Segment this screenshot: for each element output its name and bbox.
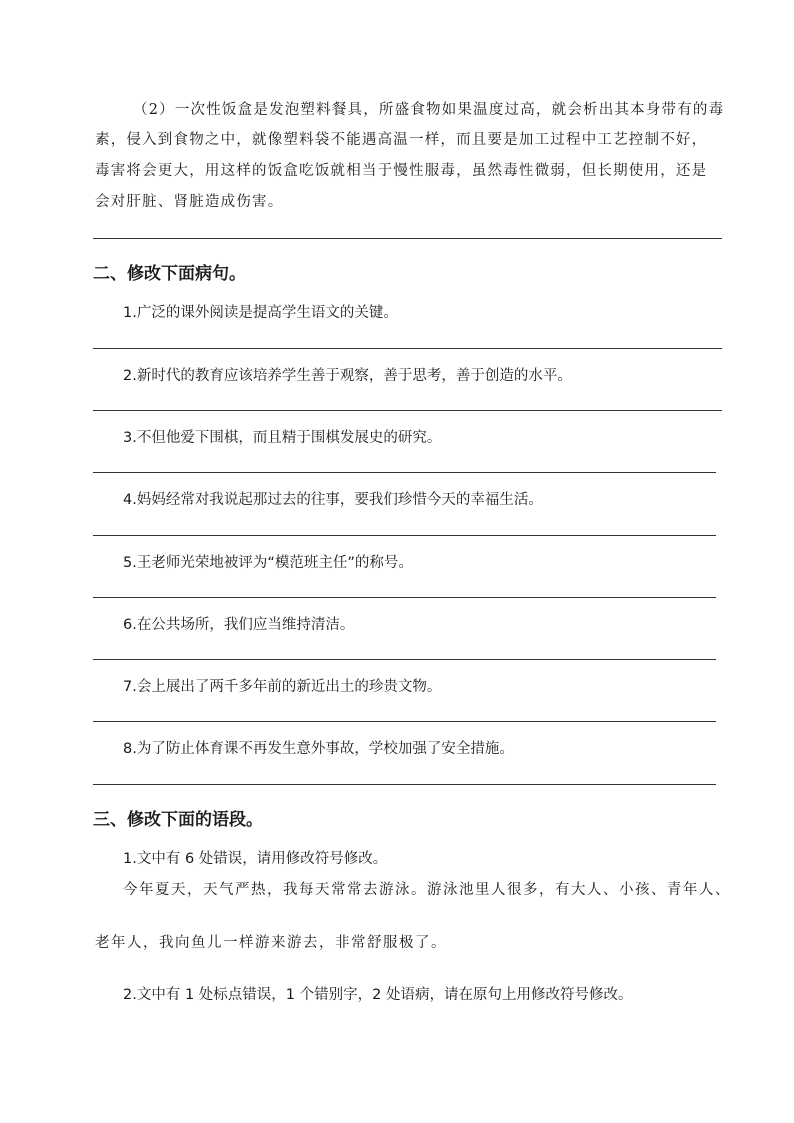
- divider-line: [93, 238, 722, 239]
- question-2: 2.文中有 1 处标点错误，1 个错别字，2 处语病，请在原句上用修改符号修改。: [123, 987, 633, 1003]
- sentence-item-6: 6.在公共场所，我们应当维持清洁。: [123, 617, 355, 633]
- sentence-item-7: 7.会上展出了两千多年前的新近出土的珍贵文物。: [123, 679, 442, 695]
- answer-line-4[interactable]: [93, 535, 716, 536]
- sentence-item-5: 5.王老师光荣地被评为“模范班主任”的称号。: [123, 555, 413, 571]
- section-3-heading: 三、修改下面的语段。: [93, 810, 263, 830]
- answer-line-6[interactable]: [93, 659, 716, 660]
- intro-line-3: 毒害将会更大，用这样的饭盒吃饭就相当于慢性服毒，虽然毒性微弱，但长期使用，还是: [95, 163, 708, 179]
- sentence-item-3: 3.不但他爱下围棋，而且精于围棋发展史的研究。: [123, 430, 442, 446]
- section-2-heading: 二、修改下面病句。: [93, 264, 246, 284]
- passage-line-1: 今年夏天，天气严热，我每天常常去游泳。游泳池里人很多，有大人、小孩、青年人、: [123, 882, 731, 898]
- answer-line-3[interactable]: [93, 472, 716, 473]
- intro-line-1: （2）一次性饭盒是发泡塑料餐具，所盛食物如果温度过高，就会析出其本身带有的毒: [133, 102, 725, 118]
- answer-line-7[interactable]: [93, 721, 716, 722]
- sentence-item-1: 1.广泛的课外阅读是提高学生语文的关键。: [123, 305, 398, 321]
- answer-line-8[interactable]: [93, 784, 716, 785]
- answer-line-1[interactable]: [93, 348, 722, 349]
- answer-line-5[interactable]: [93, 597, 716, 598]
- answer-line-2[interactable]: [93, 410, 722, 411]
- sentence-item-4: 4.妈妈经常对我说起那过去的往事，要我们珍惜今天的幸福生活。: [123, 492, 543, 508]
- intro-line-4: 会对肝脏、肾脏造成伤害。: [95, 194, 284, 210]
- sentence-item-2: 2.新时代的教育应该培养学生善于观察，善于思考，善于创造的水平。: [123, 368, 572, 384]
- intro-line-2: 素，侵入到食物之中，就像塑料袋不能遇高温一样，而且要是加工过程中工艺控制不好，: [95, 132, 708, 148]
- passage-line-2: 老年人，我向鱼儿一样游来游去，非常舒服极了。: [95, 935, 447, 951]
- sentence-item-8: 8.为了防止体育课不再发生意外事故，学校加强了安全措施。: [123, 741, 514, 757]
- question-1: 1.文中有 6 处错误，请用修改符号修改。: [123, 851, 388, 867]
